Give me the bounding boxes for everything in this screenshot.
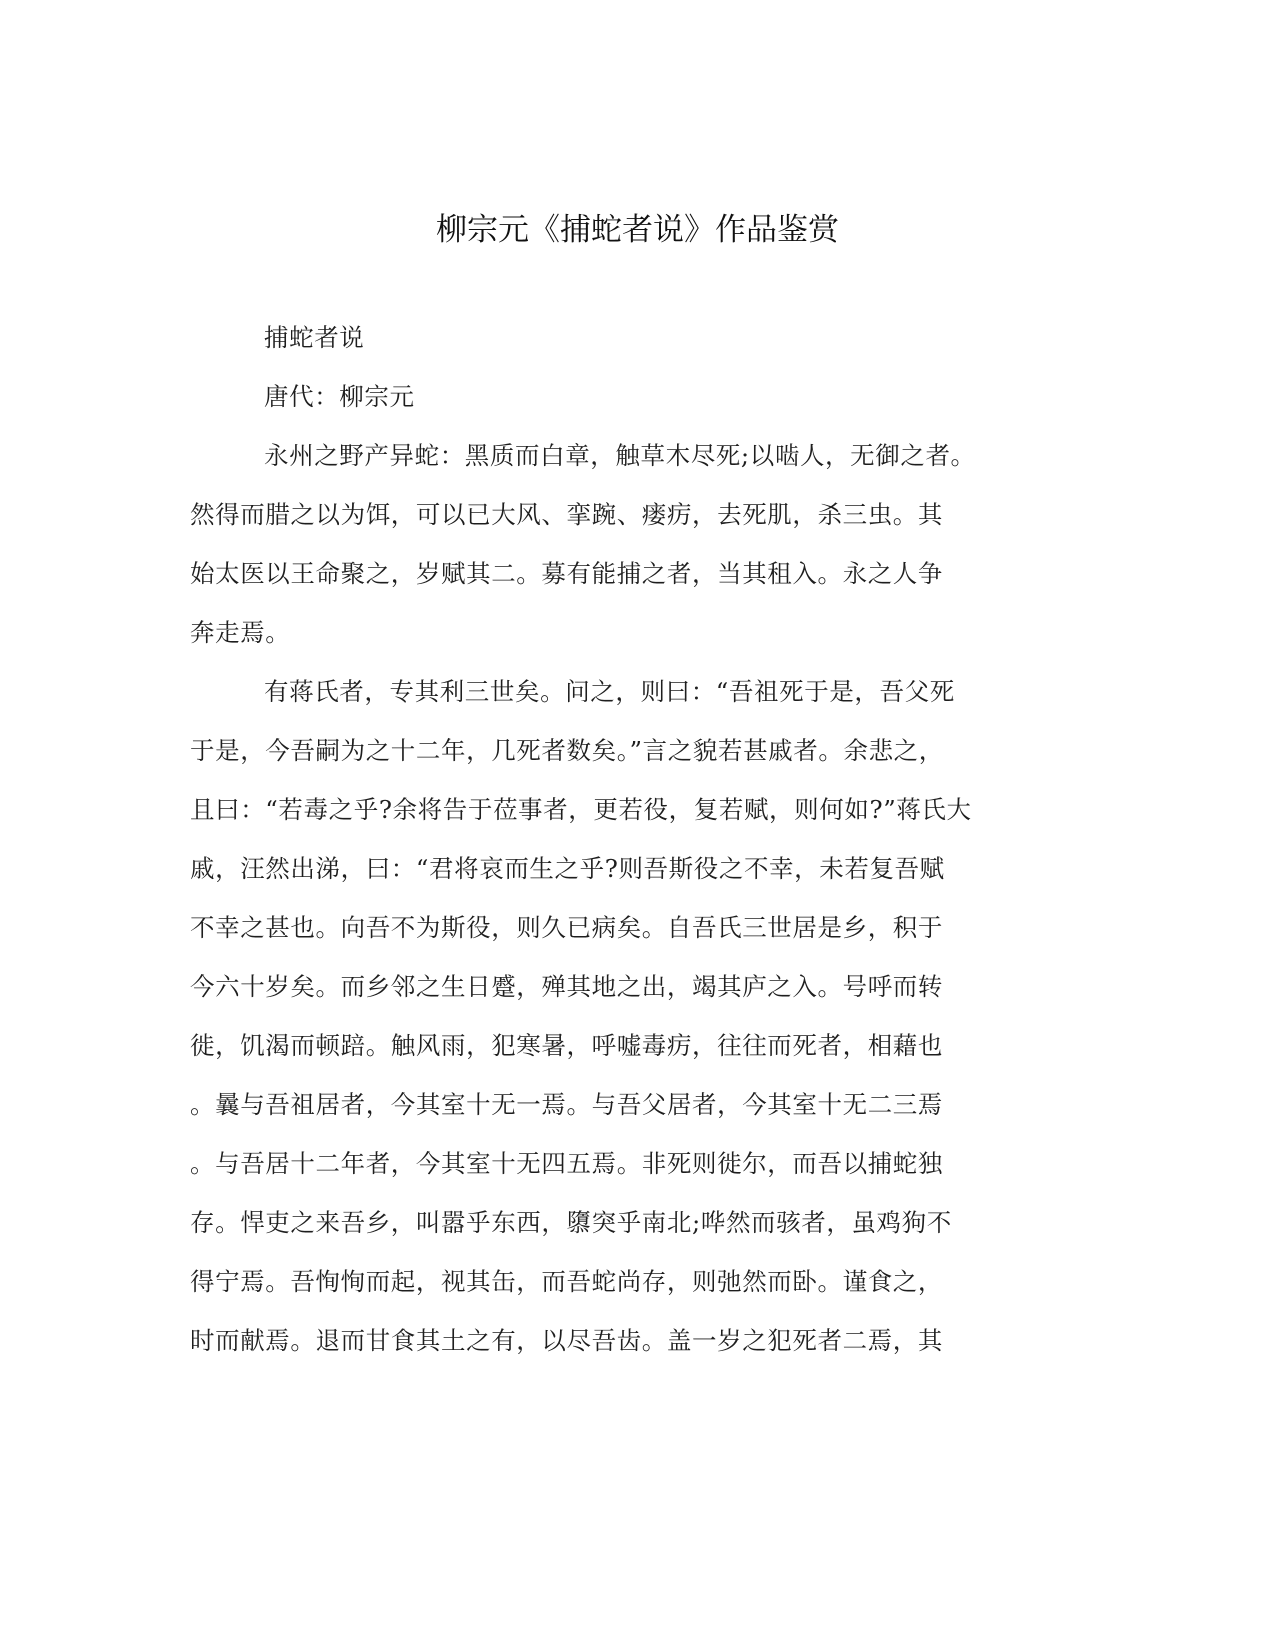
text-line: 得宁焉。吾恂恂而起，视其缶，而吾蛇尚存，则弛然而卧。谨食之， — [190, 1267, 943, 1296]
text-line: 然得而腊之以为饵，可以已大风、挛踠、瘘疠，去死肌，杀三虫。其 — [190, 500, 943, 529]
text-line: 戚，汪然出涕，曰：“君将哀而生之乎?则吾斯役之不幸，未若复吾赋 — [190, 854, 945, 883]
author-line: 唐代：柳宗元 — [264, 382, 415, 411]
text-line: 。与吾居十二年者，今其室十无四五焉。非死则徙尔，而吾以捕蛇独 — [190, 1149, 943, 1178]
text-line: 存。悍吏之来吾乡，叫嚣乎东西，隳突乎南北;哗然而骇者，虽鸡狗不 — [190, 1208, 952, 1237]
essay-heading: 捕蛇者说 — [264, 323, 365, 352]
text-line: 今六十岁矣。而乡邻之生日蹙，殚其地之出，竭其庐之入。号呼而转 — [190, 972, 943, 1001]
text-line: 徙，饥渴而顿踣。触风雨，犯寒暑，呼嘘毒疠，往往而死者，相藉也 — [190, 1031, 943, 1060]
text-line: 于是，今吾嗣为之十二年，几死者数矣。”言之貌若甚戚者。余悲之， — [190, 736, 944, 765]
text-line: 时而献焉。退而甘食其土之有，以尽吾齿。盖一岁之犯死者二焉，其 — [190, 1326, 943, 1355]
text-line: 不幸之甚也。向吾不为斯役，则久已病矣。自吾氏三世居是乡，积于 — [190, 913, 943, 942]
text-line: 有蒋氏者，专其利三世矣。问之，则曰：“吾祖死于是，吾父死 — [264, 677, 955, 706]
document-title: 柳宗元《捕蛇者说》作品鉴赏 — [436, 212, 839, 248]
text-line: 永州之野产异蛇：黑质而白章，触草木尽死;以啮人，无御之者。 — [264, 441, 976, 470]
text-line: 始太医以王命聚之，岁赋其二。募有能捕之者，当其租入。永之人争 — [190, 559, 943, 588]
text-line: 。曩与吾祖居者，今其室十无一焉。与吾父居者，今其室十无二三焉 — [190, 1090, 943, 1119]
text-line: 奔走焉。 — [190, 618, 291, 647]
text-line: 且曰：“若毒之乎?余将告于莅事者，更若役，复若赋，则何如?”蒋氏大 — [190, 795, 972, 824]
